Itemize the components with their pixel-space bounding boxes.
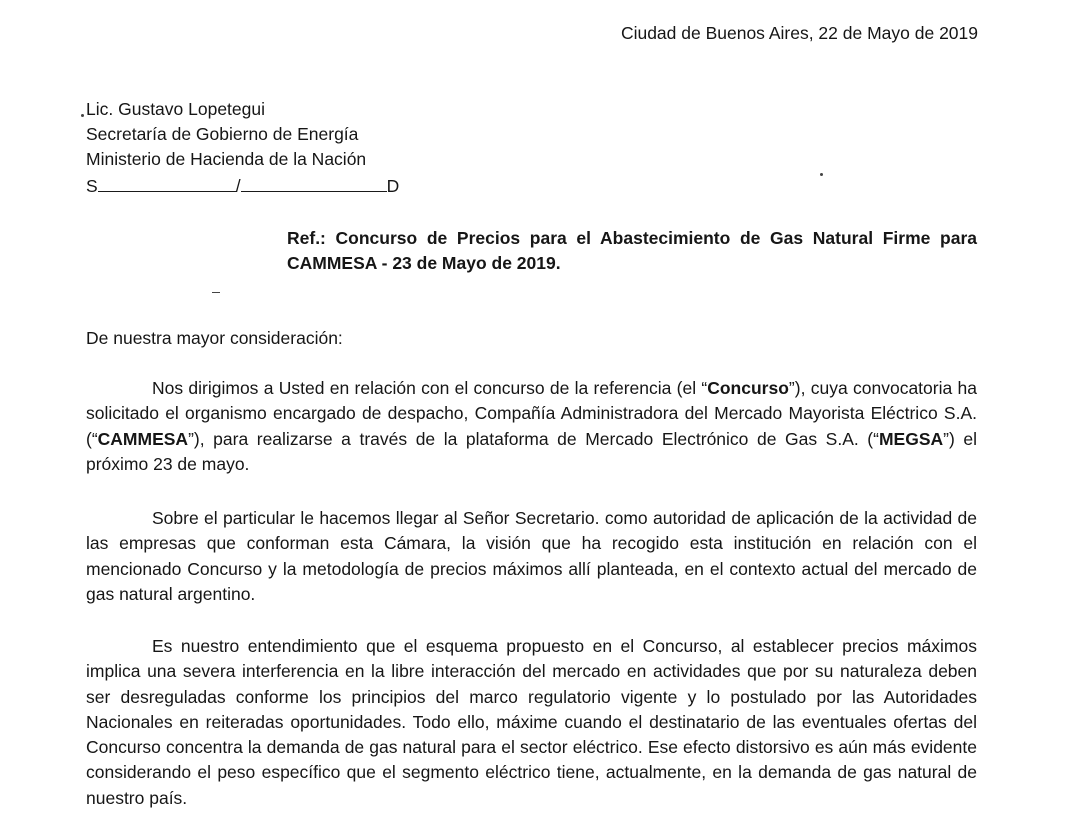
sd-slash: / — [235, 176, 241, 196]
p1-bold-megsa: MEGSA — [878, 428, 944, 449]
scan-speck — [81, 114, 84, 117]
p1-text-2: ”), cuya convocatoria ha solicitado el organismo encargado de despacho, Compañía Administradora del Mercado Mayorista Eléctrico S.A. (“ — [86, 378, 977, 449]
recipient-ministry: Ministerio de Hacienda de la Nación — [86, 149, 367, 169]
paragraph-3: Es nuestro entendimiento que el esquema propuesto en el Concurso, al establecer precios máximos implica una severa interferencia en la libre interacción del mercado en actividades que por su naturaleza deben ser desreguladas conforme los principios del marco regulatorio vigente y lo postulado por las Autoridades Nacionales en reiteradas oportunidades. Todo ello, máxime cuando el destinatario de las eventuales ofertas del Concurso concentra la demanda de gas natural para el sector eléctrico. Ese efecto distorsivo es aún más evidente considerando el peso específico que el segmento eléctrico tiene, actualmente, en la demanda de gas natural de nuestro país. — [86, 636, 977, 808]
reference-line: Ref.: Concurso de Precios para el Abastecimiento de Gas Natural Firme para CAMMESA - 23 de Mayo de 2019. — [287, 228, 977, 273]
scan-speck — [820, 173, 823, 176]
su-despacho-line — [86, 173, 399, 199]
salutation: De nuestra mayor consideración: — [86, 328, 343, 348]
paragraph-1 — [86, 376, 977, 477]
place-date: Ciudad de Buenos Aires, 22 de Mayo de 2019 — [620, 23, 978, 43]
recipient-name: Lic. Gustavo Lopetegui — [86, 99, 266, 119]
p1-text-1: Nos dirigimos a Usted en relación con el concurso de la referencia (el “ — [152, 378, 708, 398]
recipient-position: Secretaría de Gobierno de Energía — [86, 124, 359, 144]
paragraph-2: Sobre el particular le hacemos llegar al Señor Secretario. como autoridad de aplicación de la actividad de las empresas que conforman esta Cámara, la visión que ha recogido esta institución en relación con el mencionado Concurso y la metodología de precios máximos allí planteada, en el contexto actual del mercado de gas natural argentino. — [86, 508, 977, 604]
sd-end: D — [386, 176, 400, 196]
scan-speck — [212, 292, 220, 293]
p1-text-4: ”) el próximo 23 de mayo. — [86, 428, 977, 474]
sd-blank-2 — [241, 173, 387, 192]
sd-blank-1 — [98, 173, 236, 192]
sd-start: S — [86, 176, 98, 196]
p1-bold-cammesa: CAMMESA — [97, 428, 189, 449]
p1-bold-concurso: Concurso — [707, 378, 789, 398]
p1-text-3: ”), para realizarse a través de la plataforma de Mercado Electrónico de Gas S.A. (“ — [188, 428, 879, 449]
